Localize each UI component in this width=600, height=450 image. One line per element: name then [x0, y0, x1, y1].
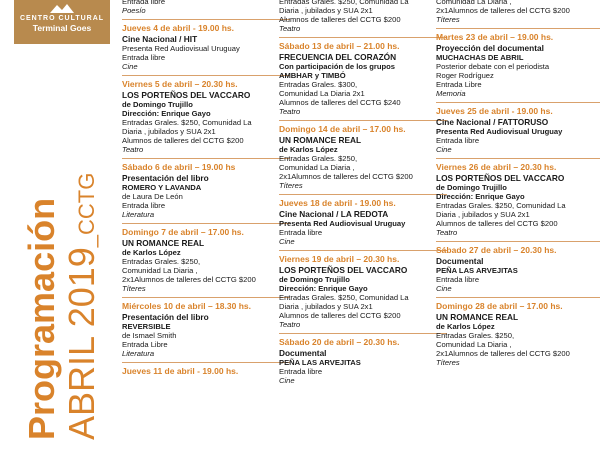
event-detail: 2x1Alumnos de talleres del CCTG $200: [436, 6, 570, 15]
event-item: [279, 251, 447, 334]
event-subtitle: de Domingo Trujillo: [122, 100, 193, 109]
event-detail-strong: Dirección: Enrique Gayo: [436, 192, 525, 201]
event-title: Cine Nacional / LA REDOTA: [279, 209, 389, 219]
event-detail: 2x1Alumnos de talleres del CCTG $200: [122, 275, 256, 284]
event-date: Viernes 26 de abril – 20.30 hs.: [436, 162, 557, 172]
event-item: [122, 159, 290, 224]
subtitle-year: ABRIL 2019: [61, 247, 102, 440]
event-detail: Entrada libre: [279, 367, 323, 376]
event-item: [122, 298, 290, 363]
event-category: Literatura: [122, 210, 155, 219]
event-detail: Entradas Grales. $250, Comunidad La: [122, 118, 252, 127]
event-date: Sábado 13 de abril – 21.00 hs.: [279, 41, 400, 51]
event-detail: Entradas Grales. $250, Comunidad La: [279, 0, 409, 6]
event-detail-strong: AMBHAR y TIMBÓ: [279, 71, 346, 80]
event-item: [122, 0, 290, 20]
programacion-title: Programación: [21, 197, 62, 440]
event-date: Jueves 4 de abril - 19.00 hs.: [122, 23, 234, 33]
event-category: Títeres: [122, 284, 146, 293]
event-title: UN ROMANCE REAL: [279, 135, 362, 145]
event-detail: Entradas Grales. $250,: [279, 154, 358, 163]
event-item: [436, 29, 600, 103]
event-category: Teatro: [122, 145, 144, 154]
event-title: LOS PORTEÑOS DEL VACCARO: [122, 90, 251, 100]
event-detail: Entradas Grales. $250,: [122, 257, 201, 266]
event-date: Jueves 25 de abril - 19.00 hs.: [436, 106, 553, 116]
event-date: Jueves 18 de abril - 19.00 hs.: [279, 198, 396, 208]
event-category: Cine: [122, 62, 138, 71]
event-title: LOS PORTEÑOS DEL VACCARO: [436, 173, 565, 183]
event-category: Teatro: [279, 320, 301, 329]
event-subtitle: PEÑA LAS ARVEJITAS: [279, 358, 361, 367]
event-detail: Entradas Grales. $300,: [279, 80, 358, 89]
event-category: Cine: [279, 376, 295, 385]
event-category: Cine: [436, 145, 452, 154]
event-detail: Diaria , jubilados y SUA 2x1: [436, 210, 530, 219]
event-detail: Roger Rodríguez: [436, 71, 494, 80]
event-date: Viernes 19 de abril – 20.30 hs.: [279, 254, 400, 264]
event-date: Domingo 7 de abril – 17.00 hs.: [122, 227, 244, 237]
logo-line1: CENTRO CULTURAL: [19, 15, 105, 22]
event-title: Proyección del documental: [436, 43, 544, 53]
event-item: [436, 159, 600, 242]
event-title: Cine Nacional / FATTORUSO: [436, 117, 549, 127]
event-category: Teatro: [436, 228, 458, 237]
event-subtitle: ROMERO Y LAVANDA: [122, 183, 202, 192]
event-category: Poesío: [122, 6, 146, 15]
event-title: LOS PORTEÑOS DEL VACCARO: [279, 265, 408, 275]
event-item: [122, 76, 290, 159]
event-detail: Comunidad La Diaria ,: [436, 0, 512, 6]
event-detail: Comunidad La Diaria ,: [122, 266, 198, 275]
event-title: Presentación del libro: [122, 312, 209, 322]
event-detail: Entradas Grales. $250,: [436, 331, 515, 340]
event-category: Títeres: [279, 181, 303, 190]
event-item: [436, 0, 600, 29]
event-item: [279, 0, 447, 38]
event-date: Martes 23 de abril – 19.00 hs.: [436, 32, 554, 42]
event-subtitle: de Domingo Trujillo: [279, 275, 350, 284]
event-category: Cine: [279, 237, 295, 246]
event-category: Memoria: [436, 89, 466, 98]
event-detail: Diaria , jubilados y SUA 2x1: [279, 6, 373, 15]
event-category: Cine: [436, 284, 452, 293]
event-category: Títeres: [436, 15, 460, 24]
event-detail: Alumnos de talleres del CCTG $200: [279, 15, 401, 24]
logo-mark-icon: [49, 2, 75, 14]
event-category: Teatro: [279, 107, 301, 116]
event-item: [436, 298, 600, 371]
event-date: Sábado 6 de abril – 19.00 hs: [122, 162, 236, 172]
event-detail: Entrada libre: [279, 228, 323, 237]
event-item: [122, 224, 290, 298]
event-subtitle: Con participación de los grupos: [279, 62, 396, 71]
event-detail: de Laura De León: [122, 192, 183, 201]
event-detail: Alumnos de talleres del CCTG $200: [279, 311, 401, 320]
event-detail: Alumnos de talleres del CCTG $200: [436, 219, 558, 228]
vertical-title: [22, 110, 107, 440]
event-category: Títeres: [436, 358, 460, 367]
event-item: [279, 121, 447, 195]
event-subtitle: Presenta Red Audiovisual Uruguay: [436, 127, 563, 136]
event-detail: Diaria , jubilados y SUA 2x1: [122, 127, 216, 136]
event-item: [279, 38, 447, 121]
event-date: Miércoles 10 de abril – 18.30 hs.: [122, 301, 251, 311]
event-title: FRECUENCIA DEL CORAZÓN: [279, 52, 397, 62]
event-item: [122, 363, 290, 381]
event-detail: Entrada libre: [436, 275, 480, 284]
event-subtitle: Presenta Red Audiovisual Uruguay: [279, 219, 406, 228]
event-item: [279, 195, 447, 251]
event-detail: Presenta Red Audiovisual Uruguay: [122, 44, 240, 53]
event-detail: Comunidad La Diaria ,: [436, 340, 512, 349]
event-title: Presentación del libro: [122, 173, 209, 183]
event-detail: Entradas Grales. $250, Comunidad La: [279, 293, 409, 302]
event-title: Cine Nacional / HIT: [122, 34, 198, 44]
schedule-column-1: [122, 0, 290, 381]
event-detail: Alumnos de talleres del CCTG $240: [279, 98, 401, 107]
event-detail: Diaria , jubilados y SUA 2x1: [279, 302, 373, 311]
event-detail: Entrada libre: [122, 53, 166, 62]
event-subtitle: PEÑA LAS ARVEJITAS: [436, 266, 518, 275]
event-category: Teatro: [279, 24, 301, 33]
event-date: Domingo 28 de abril – 17.00 hs.: [436, 301, 563, 311]
event-subtitle: de Karlos López: [279, 145, 338, 154]
event-subtitle: de Karlos López: [436, 322, 495, 331]
event-item: [436, 242, 600, 298]
event-detail: Entrada libre: [122, 0, 166, 6]
logo: [14, 0, 110, 44]
event-detail: Entrada libre: [436, 136, 480, 145]
schedule-column-3: [436, 0, 600, 371]
event-detail-strong: Dirección: Enrique Gayo: [279, 284, 368, 293]
event-detail: 2x1Alumnos de talleres del CCTG $200: [436, 349, 570, 358]
event-detail: Entrada libre: [122, 201, 166, 210]
event-detail: Posterior debate con el periodista: [436, 62, 550, 71]
event-date: Domingo 14 de abril – 17.00 hs.: [279, 124, 406, 134]
event-item: [122, 20, 290, 76]
event-detail: Comunidad La Diaria 2x1: [279, 89, 365, 98]
event-subtitle: de Karlos López: [122, 248, 181, 257]
event-detail: de Ismael Smith: [122, 331, 177, 340]
event-date: Jueves 11 de abril - 19.00 hs.: [122, 366, 239, 376]
schedule-column-2: [279, 0, 447, 389]
event-title: Documental: [279, 348, 327, 358]
event-title: Documental: [436, 256, 484, 266]
event-item: [279, 334, 447, 389]
event-subtitle: de Domingo Trujillo: [436, 183, 507, 192]
event-detail-strong: Dirección: Enrique Gayo: [122, 109, 211, 118]
event-date: Viernes 5 de abril – 20.30 hs.: [122, 79, 238, 89]
event-detail: Entrada Libre: [436, 80, 482, 89]
event-item: [436, 103, 600, 159]
event-subtitle: REVERSIBLE: [122, 322, 171, 331]
subtitle-tag: _CCTG: [74, 172, 99, 248]
logo-line2: Terminal Goes: [32, 23, 92, 33]
programacion-subtitle: [62, 110, 107, 440]
event-category: Literatura: [122, 349, 155, 358]
event-detail: Comunidad La Diaria ,: [279, 163, 355, 172]
event-subtitle: MUCHACHAS DE ABRIL: [436, 53, 524, 62]
event-title: UN ROMANCE REAL: [122, 238, 205, 248]
event-date: Sábado 27 de abril – 20.30 hs.: [436, 245, 557, 255]
event-detail: Entradas Grales. $250, Comunidad La: [436, 201, 566, 210]
event-detail: Entrada Libre: [122, 340, 168, 349]
event-detail: 2x1Alumnos de talleres del CCTG $200: [279, 172, 413, 181]
event-detail: Alumnos de talleres del CCTG $200: [122, 136, 244, 145]
event-date: Sábado 20 de abril – 20.30 hs.: [279, 337, 400, 347]
event-title: UN ROMANCE REAL: [436, 312, 519, 322]
